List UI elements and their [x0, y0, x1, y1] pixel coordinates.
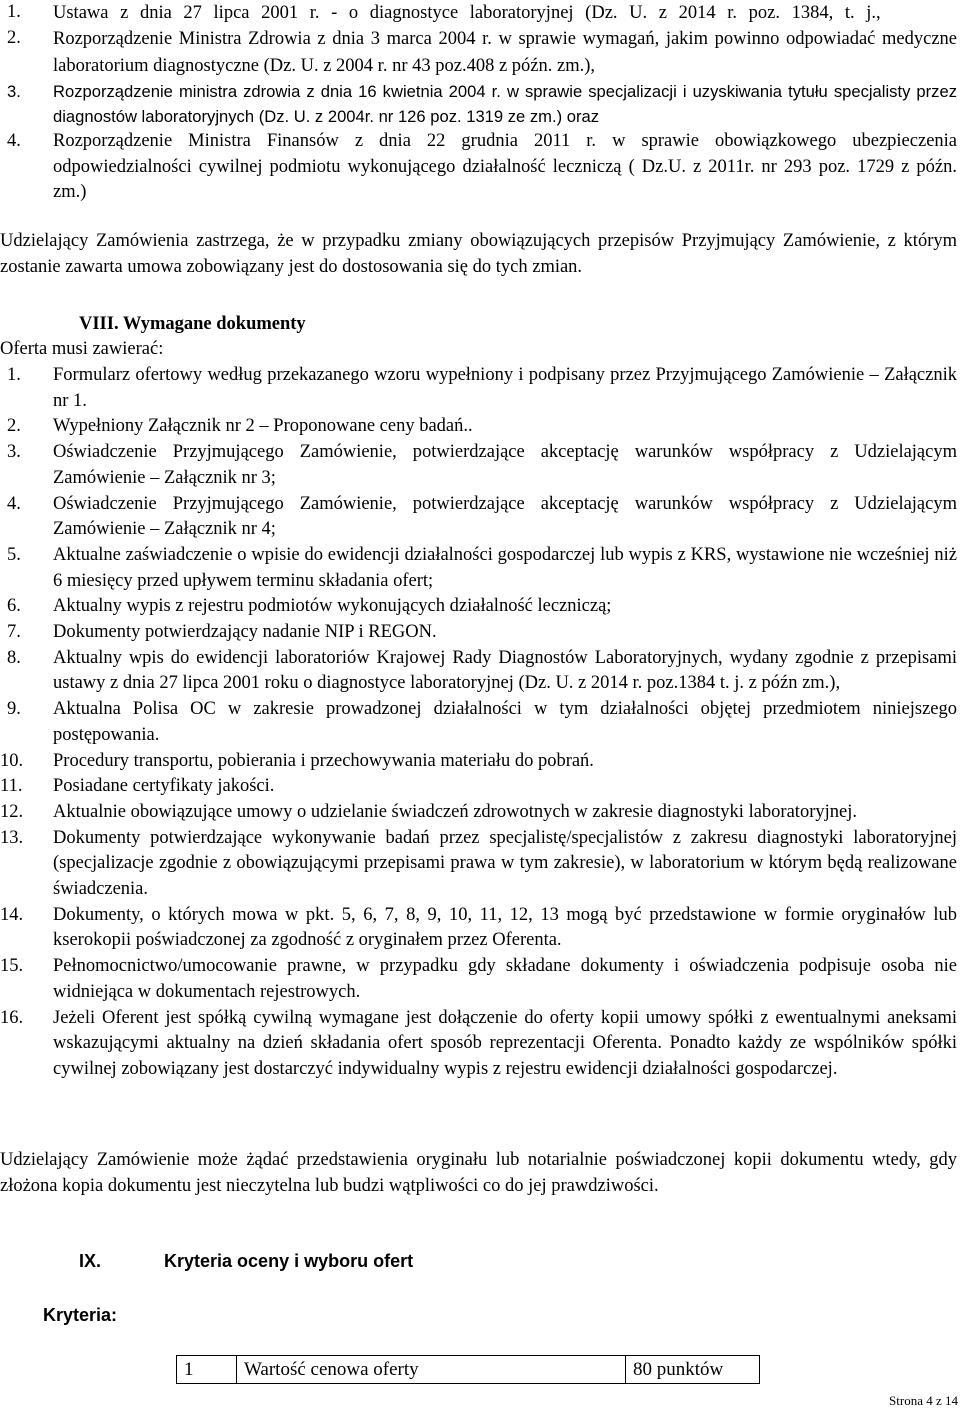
- document-text: Aktualny wpis do ewidencji laboratoriów Krajowej Rady Diagnostów Laboratoryjnych, wydany zgodnie z przepisami ustawy z dnia 27 lipca 2001 roku o diagnostyce laboratoryjnej (Dz. U. z 2014 r. poz.1384 t. j. z późn zm.),: [53, 647, 957, 694]
- criterion-points: 80 punktów: [626, 1356, 760, 1384]
- section-number: IX.: [79, 1251, 102, 1271]
- legal-act-text: Ustawa z dnia 27 lipca 2001 r. - o diagnostyce laboratoryjnej (Dz. U. z 2014 r. poz. 1384, t. j.,: [53, 3, 881, 23]
- legal-act-text: Rozporządzenie Ministra Finansów z dnia 22 grudnia 2011 r. w sprawie obowiązkowego ubezpieczenia odpowiedzialności cywilnej podmiotu wykonującego działalność leczniczą ( Dz.U. z 2011r. nr 293 poz. 1729 z późn. zm.): [53, 131, 957, 203]
- legal-act-item: [0, 79, 957, 130]
- criterion-number: 1: [177, 1356, 237, 1384]
- document-item: [0, 1006, 957, 1083]
- document-text: Dokumenty potwierdzający nadanie NIP i REGON.: [53, 622, 437, 643]
- legal-act-item: [0, 26, 957, 79]
- section-number: VIII.: [79, 314, 119, 334]
- legal-act-text: Rozporządzenie ministra zdrowia z dnia 16 kwietnia 2004 r. w sprawie specjalizacji i uzyskiwania tytułu specjalisty przez diagnostów laboratoryjnych (Dz. U. z 2004r. nr 126 poz. 1319 ze zm.) oraz: [53, 81, 957, 127]
- list-number: 10.: [0, 750, 24, 771]
- legal-act-text: Rozporządzenie Ministra Zdrowia z dnia 3 marca 2004 r. w sprawie wymagań, jakim powinno odpowiadać medyczne laboratorium diagnostyczne (Dz. U. z 2004 r. nr 43 poz.408 z późn. zm.),: [53, 29, 957, 76]
- offer-must-contain: Oferta musi zawierać:: [0, 339, 164, 359]
- section-viii-heading: [79, 312, 306, 338]
- list-number: 2.: [7, 416, 21, 437]
- page-number: Strona 4 z 14: [889, 1393, 958, 1408]
- list-number: 14.: [0, 904, 24, 925]
- document-text: Formularz ofertowy według przekazanego wzoru wypełniony i podpisany przez Przyjmującego Zamówienie – Załącznik nr 1.: [53, 365, 957, 411]
- legal-acts-list: [0, 0, 957, 205]
- list-number: 4.: [7, 131, 21, 152]
- document-item: [0, 954, 957, 1005]
- document-text: Dokumenty potwierdzające wykonywanie badań przez specjalistę/specjalistów z zakresu diagnostyki laboratoryjnej (specjalizacje zgodnie z obowiązującymi przepisami prawa w tym zakresie), w laboratorium w którym będą realizowane świadczenia.: [53, 827, 957, 900]
- document-text: Aktualne zaświadczenie o wpisie do ewidencji działalności gospodarczej lub wypis z KRS, wystawione nie wcześniej niż 6 miesięcy przed upływem terminu składania ofert;: [53, 544, 957, 591]
- document-item: [0, 646, 957, 697]
- document-text: Procedury transportu, pobierania i przechowywania materiału do pobrań.: [53, 750, 594, 771]
- section-title: Wymagane dokumenty: [122, 314, 306, 334]
- list-number: 1.: [7, 2, 21, 22]
- list-number: 1.: [7, 365, 21, 385]
- document-text: Posiadane certyfikaty jakości.: [53, 776, 275, 797]
- list-number: 16.: [0, 1007, 24, 1028]
- document-text: Aktualny wypis z rejestru podmiotów wykonujących działalność leczniczą;: [53, 596, 612, 617]
- legal-act-item: [0, 0, 957, 26]
- list-number: 4.: [7, 493, 21, 514]
- document-item: [0, 903, 957, 954]
- criterion-name: Wartość cenowa oferty: [237, 1356, 626, 1384]
- document-text: Pełnomocnictwo/umocowanie prawne, w przypadku gdy składane dokumenty i oświadczenia podpisuje osoba nie widniejąca w dokumentach rejestrowych.: [53, 956, 957, 1002]
- document-text: Aktualna Polisa OC w zakresie prowadzonej działalności w tym działalności objętej przedmiotem niniejszego postępowania.: [53, 699, 957, 745]
- original-document-paragraph: Udzielający Zamówienie może żądać przedstawienia oryginału lub notarialnie poświadczonej kopii dokumentu wtedy, gdy złożona kopia dokumentu jest nieczytelna lub budzi wątpliwości co do jej prawdziwości.: [0, 1150, 957, 1196]
- regulation-change-paragraph: Udzielający Zamówienia zastrzega, że w przypadku zmiany obowiązujących przepisów Przyjmujący Zamówienie, z którym zostanie zawarta umowa zobowiązany jest do dostosowania się do tych zmian.: [0, 231, 957, 277]
- document-item: [0, 363, 957, 414]
- list-number: 7.: [7, 622, 21, 643]
- list-number: 2.: [7, 28, 21, 49]
- list-number: 5.: [7, 544, 21, 565]
- document-text: Jeżeli Oferent jest spółką cywilną wymagane jest dołączenie do oferty kopii umowy spółki z ewentualnymi aneksami wskazującymi aktualny na dzień składania ofert sposób reprezentacji Oferenta. Ponadto każdy ze wspólników spółki cywilnej zobowiązany jest dostarczyć indywidualny wypis z rejestru ewidencji działalności gospodarczej.: [53, 1007, 957, 1079]
- document-item: [0, 800, 957, 826]
- document-item: [0, 620, 957, 646]
- section-title: Kryteria oceny i wyboru ofert: [164, 1251, 414, 1271]
- list-number: 15.: [0, 956, 24, 977]
- criteria-table: [176, 1355, 760, 1384]
- document-item: [0, 749, 957, 775]
- document-text: Oświadczenie Przyjmującego Zamówienie, potwierdzające akceptację warunków współpracy z Udzielającym Zamówienie – Załącznik nr 4;: [53, 493, 957, 540]
- document-item: [0, 697, 957, 748]
- list-number: 8.: [7, 647, 21, 668]
- document-text: Aktualnie obowiązujące umowy o udzielanie świadczeń zdrowotnych w zakresie diagnostyki laboratoryjnej.: [53, 801, 857, 822]
- document-item: [0, 774, 957, 800]
- document-item: [0, 826, 957, 903]
- section-ix-heading: [79, 1249, 413, 1275]
- criteria-label: Kryteria:: [43, 1305, 118, 1325]
- document-item: [0, 414, 957, 440]
- document-item: [0, 543, 957, 594]
- document-text: Oświadczenie Przyjmującego Zamówienie, potwierdzające akceptację warunków współpracy z Udzielającym Zamówienie – Załącznik nr 3;: [53, 442, 957, 488]
- list-number: 3.: [7, 81, 21, 101]
- table-row: [177, 1356, 760, 1384]
- list-number: 11.: [0, 776, 23, 797]
- document-item: [0, 594, 957, 620]
- document-item: [0, 492, 957, 543]
- required-documents-list: [0, 363, 957, 1083]
- legal-act-item: [0, 129, 957, 205]
- document-text: Wypełniony Załącznik nr 2 – Proponowane ceny badań..: [53, 416, 473, 437]
- list-number: 12.: [0, 801, 24, 822]
- list-number: 13.: [0, 827, 24, 848]
- list-number: 9.: [7, 699, 21, 720]
- document-item: [0, 440, 957, 491]
- list-number: 3.: [7, 442, 21, 463]
- document-text: Dokumenty, o których mowa w pkt. 5, 6, 7, 8, 9, 10, 11, 12, 13 mogą być przedstawione w formie oryginałów lub kserokopii poświadczonej za zgodność z oryginałem przez Oferenta.: [53, 904, 957, 951]
- list-number: 6.: [7, 596, 21, 617]
